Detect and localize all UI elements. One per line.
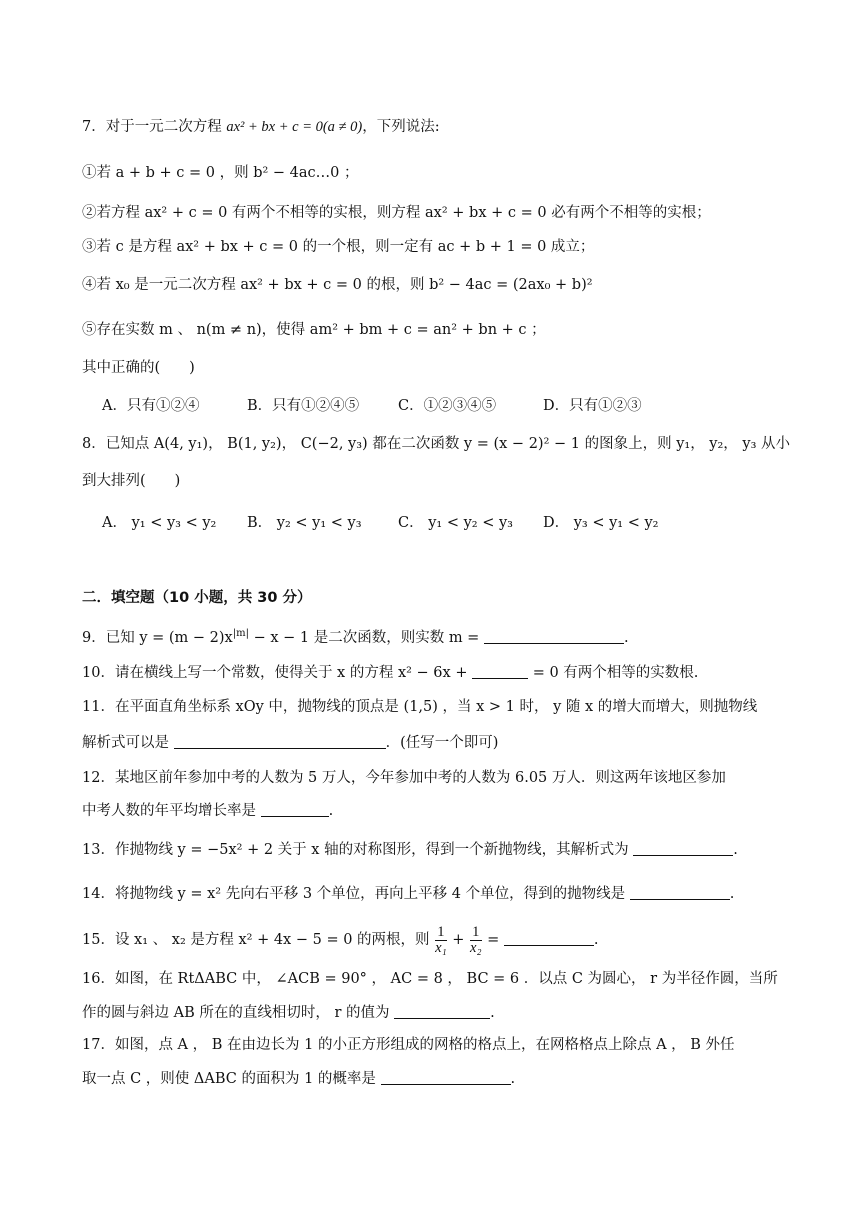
q7-item-4: ④若 x₀ 是一元二次方程 ax² + bx + c = 0 的根，则 b² − 4ac = (2ax₀ + b)²: [82, 277, 593, 293]
q17-answer-blank[interactable]: [381, 1070, 511, 1085]
q10: 10．请在横线上写一个常数，使得关于 x 的方程 x² − 6x + = 0 有两个相等的实数根.: [82, 665, 699, 681]
q8-line-2: 到大排列( ): [82, 473, 181, 489]
q17-line-2: 取一点 C ，则使 ΔABC 的面积为 1 的概率是 .: [82, 1071, 516, 1087]
q16-answer-blank[interactable]: [394, 1004, 490, 1019]
q13-answer-blank[interactable]: [633, 841, 733, 856]
q8-option-a: A． y₁ < y₃ < y₂: [102, 515, 217, 531]
q8-line-1: 8．已知点 A(4, y₁)， B(1, y₂)， C(−2, y₃) 都在二次函数 y = (x − 2)² − 1 的图象上，则 y₁， y₂， y₃ 从小: [82, 436, 791, 452]
q14: 14．将抛物线 y = x² 先向右平移 3 个单位，再向上平移 4 个单位，得到的抛物线是 .: [82, 886, 735, 902]
q11-line-1: 11．在平面直角坐标系 xOy 中，抛物线的顶点是 (1,5) ，当 x > 1 时， y 随 x 的增大而增大，则抛物线: [82, 699, 758, 715]
q12-line-2: 中考人数的年平均增长率是 .: [82, 803, 334, 819]
q7-option-b: B．只有①②④⑤: [247, 398, 360, 414]
q7-option-c: C．①②③④⑤: [398, 398, 497, 414]
q10-answer-blank[interactable]: [472, 664, 528, 679]
fraction-1: $\frac{1}{\text{x₁}}$: [435, 923, 447, 956]
q9: 9．已知 $y = (m - 2)x^{|m|} - x - 1$ 是二次函数，则实数 m = .: [82, 628, 629, 646]
q7-item-1: ①若 a + b + c = 0 ，则 b² − 4ac…0 ；: [82, 165, 359, 181]
q12-line-1: 12．某地区前年参加中考的人数为 5 万人，今年参加中考的人数为 6.05 万人．则这两年该地区参加: [82, 770, 726, 786]
q16-line-1: 16．如图，在 RtΔABC 中， ∠ACB = 90° ， AC = 8 ， BC = 6 ．以点 C 为圆心， r 为半径作圆，当所: [82, 971, 778, 987]
q7-item-5: ⑤存在实数 m 、 n(m ≠ n)，使得 am² + bm + c = an² + bn + c ；: [82, 322, 546, 338]
q7-which: 其中正确的( ): [82, 360, 195, 376]
q7-option-a: A．只有①②④: [102, 398, 200, 414]
q14-answer-blank[interactable]: [630, 885, 730, 900]
q7-option-d: D．只有①②③: [543, 398, 642, 414]
fraction-2: $\frac{1}{\text{x₂}}$: [470, 923, 482, 956]
q7-stem: 7．对于一元二次方程 ax² + bx + c = 0(a ≠ 0)，下列说法:: [82, 119, 440, 135]
q9-answer-blank[interactable]: [484, 629, 624, 644]
q8-option-d: D． y₃ < y₁ < y₂: [543, 515, 659, 531]
q12-answer-blank[interactable]: [261, 802, 329, 817]
q8-option-c: C． y₁ < y₂ < y₃: [398, 515, 513, 531]
q13: 13．作抛物线 y = −5x² + 2 关于 x 轴的对称图形，得到一个新抛物线，其解析式为 .: [82, 842, 738, 858]
q11-line-2: 解析式可以是 ．(任写一个即可): [82, 735, 499, 751]
q11-answer-blank[interactable]: [174, 734, 386, 749]
q16-line-2: 作的圆与斜边 AB 所在的直线相切时， r 的值为 .: [82, 1005, 495, 1021]
q7-item-2: ②若方程 ax² + c = 0 有两个不相等的实根，则方程 ax² + bx + c = 0 必有两个不相等的实根；: [82, 205, 711, 221]
q15-answer-blank[interactable]: [504, 931, 594, 946]
q8-option-b: B． y₂ < y₁ < y₃: [247, 515, 362, 531]
q17-line-1: 17．如图，点 A ， B 在由边长为 1 的小正方形组成的网格的格点上，在网格格点上除点 A ， B 外任: [82, 1037, 735, 1053]
q15: 15．设 x₁ 、 x₂ 是方程 x² + 4x − 5 = 0 的两根，则 $\frac{1}{\text{x₁}}$ + $\frac{1}{\text{x₂}}$ = .: [82, 923, 599, 956]
section-title: 二．填空题（10 小题，共 30 分）: [82, 590, 312, 606]
q7-item-3: ③若 c 是方程 ax² + bx + c = 0 的一个根，则一定有 ac + b + 1 = 0 成立；: [82, 239, 595, 255]
